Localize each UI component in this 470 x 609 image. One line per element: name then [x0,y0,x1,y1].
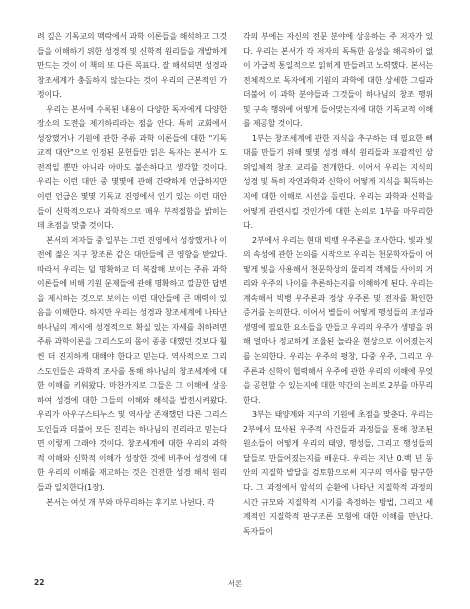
page-footer [0,578,470,592]
right-paragraph-4: 3부는 태양계와 지구의 기원에 초점을 맞춘다. 우리는 2부에서 묘사된 우주적 사건들과 과정들을 통해 창조된 원소들이 어떻게 우리의 태양, 행성들, 그리고 행성들의 달들로 만들어졌는지를 배운다. 우리는 지난 0.백 년 동안의 지질학 발달을 검토함으로써 지구의 역사를 탐구한다. 그 과정에서 암석의 순환에 나타난 지질학적 과정의 시간 규모와 지질학적 시기를 측정하는 방법, 그리고 세계적인 지질학적 판구조론 모형에 대한 이해를 만난다. 독자들이 [243,410,433,536]
left-paragraph-3: 본서의 저자들 중 일부는 그런 진영에서 성장했거나 이전에 젊은 지구 창조론 같은 대안들에 큰 영향을 받았다. 따라서 우리는 덜 명확하고 더 복잡해 보이는 주류 과학 이론들에 비해 기원 문제들에 관해 명확하고 깔끔한 답변을 제시하는 것으로 보이는 이런 대안들에 큰 매력이 있음을 이해한다. 하지만 우리는 성경과 창조세계에 나타난 하나님의 계시에 성경적으로 확실 있는 자세를 취하려면 주류 과학이론을 그리스도의 몸이 종종 대했던 것보다 훨씬 더 진지하게 대해야 한다고 믿는다. 역사적으로 그리스도인들은 과학적 조사를 통해 하나님의 창조세계에 대한 이해를 키워왔다. 마찬가지로 그들은 그 이해에 상응하여 성경에 대한 그들의 이해와 해석을 발전시켜왔다. 우리가 아우구스티누스 및 역사상 존재했던 다른 그리스도인들과 더불어 모든 진리는 하나님의 진리라고 믿는다면 이렇게 그래야 것이다. 창조세계에 대한 우리의 과학적 이해와 신학적 이해가 성장한 것에 비추어 성경에 대한 우리의 이해를 재고하는 것은 건전한 성경 해석 원리들과 일치한다(1장). [37,235,227,492]
left-paragraph-1: 려 깊은 기독교의 맥락에서 과학 이론들을 해석하고 그것들을 이해하기 위한 성경적 및 신학적 원리들을 개발하게 만드는 것이 이 책의 또 다른 목표다. 잘 해석되면 성경과 창조세계가 충돌하지 않는다는 것이 우리의 근본적인 가정이다. [37,32,227,100]
right-paragraph-1: 각의 부에는 자신의 전문 분야에 상응하는 주 저자가 있다. 우리는 본서가 각 저자의 독특한 음성을 해곡하이 없이 가급적 통일적으로 읽히게 만들려고 노력했다. 본서는 전체적으로 독자에게 기원의 과학에 대한 상세한 그림과 더불어 이 과학 분야들과 그것들이 하나님의 창조 행위 및 구속 행위에 어떻게 들어맞는지에 대한 기독교적 이해를 제공할 것이다. [243,32,433,129]
right-paragraph-2: 1부는 창조세계에 관한 지식을 추구하는 데 필요한 뼈대를 만들기 위해 몇몇 성경 해석 원리들과 포괄적인 삼위일체적 창조 교리를 전개한다. 이어서 우리는 지식의 성경 및 특히 자연과학과 신학이 어떻게 지식을 획득하는지에 대한 이해로 시선을 돌린다. 우리는 과학과 신학을 어떻게 관련시킬 것인가에 대한 논의로 1부를 마무리한다. [243,133,433,231]
right-paragraph-3: 2부에서 우리는 현대 빅뱅 우주론을 조사한다. 빛과 빛의 속성에 관한 논의를 시작으로 우리는 천문학자들이 어떻게 빛을 사용해서 천문학상의 물리적 객체들 사이의 거리와 우주의 나이를 추론하는지를 이해하게 된다. 우리는 계속해서 빅뱅 우주론과 정상 우주론 및 전자를 확인한 증거를 논의한다. 이어서 별들이 어떻게 행성들의 조성과 생명에 필요한 요소들을 만들고 우리의 우주가 생명을 위해 얼마나 정교하게 조율된 놀라운 현상으로 이어졌는지를 논의한다. 우리는 우주의 평창, 다중 우주, 그리고 우주론과 신학이 협력해서 우주에 관한 우리의 이해에 무엇을 공헌할 수 있는지에 대한 약간의 논의로 2부를 마무리한다. [243,235,433,405]
page-number: 22 [34,578,45,587]
left-paragraph-4: 본서는 여섯 개 부와 마무리하는 후기로 나뉜다. 각 [46,497,215,507]
running-title: 서론 [227,579,243,588]
left-paragraph-2: 우리는 본서에 수록된 내용이 다양한 독자에게 다양한 장소의 도전을 제기하리라는 점을 안다. 특히 교회에서 성장했거나 기원에 관한 주류 과학 이론들에 대한 "기독교적 대안"으로 인정된 문헌들만 읽은 독자는 본서가 도전적일 뿐만 아니라 아마도 불손하다고 생각할 것이다. 우리는 이런 대안 중 몇몇에 관해 간략하게 언급하지만 이런 언급은 몇몇 기독교 진영에서 인기 있는 이런 대안들이 신학적으로나 과학적으로 매우 부적절함을 밝히는 데 초점을 맞출 것이다. [37,104,227,231]
right-column [243,30,433,539]
left-column [37,30,227,510]
